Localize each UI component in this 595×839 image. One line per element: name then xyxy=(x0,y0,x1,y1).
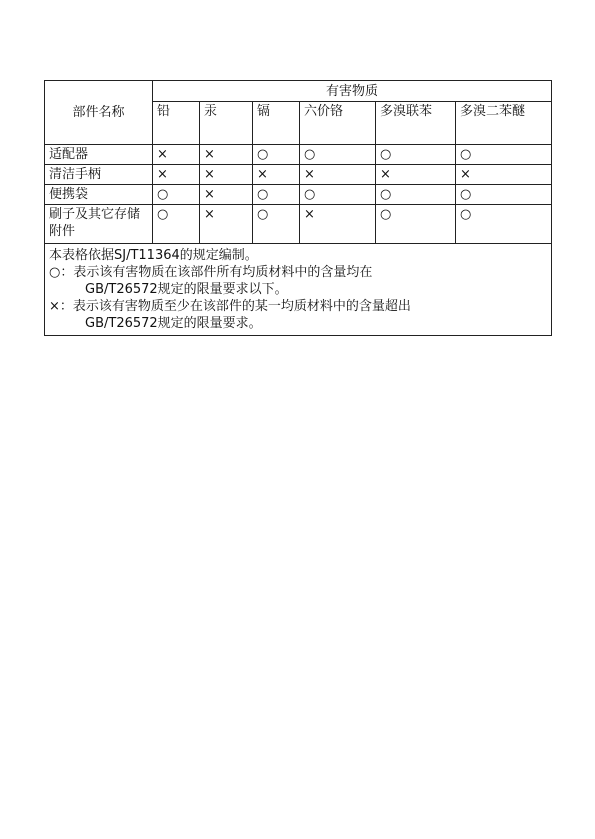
hazardous-substances-table xyxy=(44,80,552,336)
mark-cell: × xyxy=(456,165,552,185)
part-name-cell: 清洁手柄 xyxy=(45,165,153,185)
substance-header-mercury: 汞 xyxy=(200,102,253,145)
note-basis: 本表格依据SJ/T11364的规定编制。 xyxy=(49,248,258,263)
mark-cell: × xyxy=(200,165,253,185)
table-row xyxy=(45,165,552,185)
mark-cell: × xyxy=(153,165,200,185)
mark-cell: ○ xyxy=(376,185,456,205)
substance-header-pbb: 多溴联苯 xyxy=(376,102,456,145)
mark-cell: × xyxy=(376,165,456,185)
mark-cell: ○ xyxy=(300,185,376,205)
substance-header-cadmium: 镉 xyxy=(253,102,300,145)
substance-header-lead: 铅 xyxy=(153,102,200,145)
mark-cell: × xyxy=(200,205,253,244)
part-name-cell: 便携袋 xyxy=(45,185,153,205)
note-cross-definition-cont: GB/T26572规定的限量要求。 xyxy=(85,316,262,331)
table-row xyxy=(45,185,552,205)
mark-cell: ○ xyxy=(253,145,300,165)
mark-cell: × xyxy=(253,165,300,185)
mark-cell: ○ xyxy=(376,205,456,244)
notes-row xyxy=(45,244,552,336)
part-name-cell: 刷子及其它存储附件 xyxy=(45,205,153,244)
mark-cell: ○ xyxy=(300,145,376,165)
mark-cell: × xyxy=(300,165,376,185)
substance-header-chromium-vi: 六价铬 xyxy=(300,102,376,145)
note-circle-definition-cont: GB/T26572规定的限量要求以下。 xyxy=(85,282,288,297)
mark-cell: × xyxy=(200,185,253,205)
mark-cell: ○ xyxy=(153,205,200,244)
note-cross-definition: ×：表示该有害物质至少在该部件的某一均质材料中的含量超出 xyxy=(49,299,411,314)
mark-cell: ○ xyxy=(253,205,300,244)
table-row xyxy=(45,145,552,165)
mark-cell: ○ xyxy=(376,145,456,165)
table-row xyxy=(45,205,552,244)
mark-cell: × xyxy=(200,145,253,165)
notes-cell xyxy=(45,244,552,336)
table-header-row-1 xyxy=(45,81,552,102)
mark-cell: ○ xyxy=(456,185,552,205)
mark-cell: ○ xyxy=(456,145,552,165)
mark-cell: × xyxy=(300,205,376,244)
hazardous-substances-header: 有害物质 xyxy=(153,81,552,102)
part-name-header: 部件名称 xyxy=(45,81,153,145)
part-name-cell: 适配器 xyxy=(45,145,153,165)
note-circle-definition: ○：表示该有害物质在该部件所有均质材料中的含量均在 xyxy=(49,265,373,280)
substance-header-pbde: 多溴二苯醚 xyxy=(456,102,552,145)
mark-cell: ○ xyxy=(153,185,200,205)
mark-cell: ○ xyxy=(456,205,552,244)
mark-cell: ○ xyxy=(253,185,300,205)
mark-cell: × xyxy=(153,145,200,165)
